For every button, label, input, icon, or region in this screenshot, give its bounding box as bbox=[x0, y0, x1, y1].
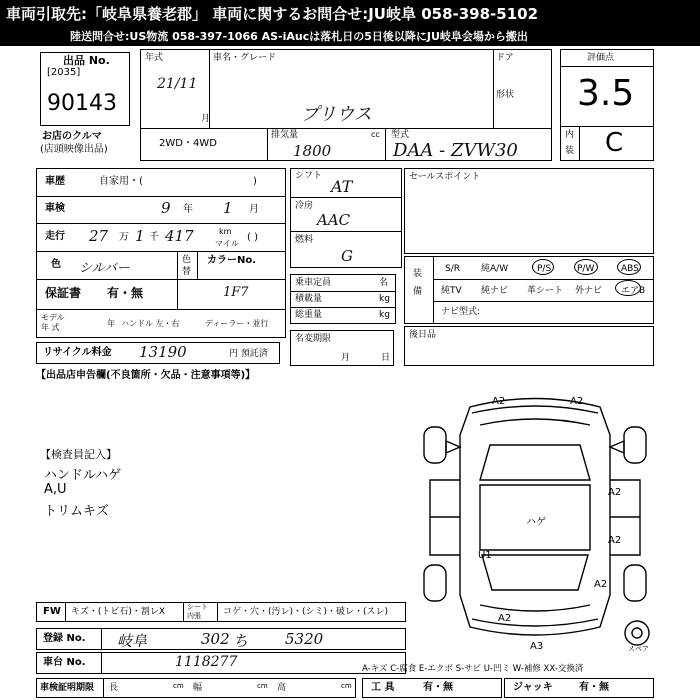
history-value: 自家用・( bbox=[99, 176, 143, 187]
equipment-item-r1-2: P/S bbox=[537, 264, 552, 274]
interior-value: C bbox=[605, 128, 624, 158]
registration-number: 5320 bbox=[285, 630, 324, 648]
recycle-value: 13190 bbox=[139, 343, 187, 361]
shift-label: シフト bbox=[295, 171, 323, 181]
chassis-value: 1118277 bbox=[175, 654, 238, 670]
shape-label: 形状 bbox=[496, 90, 515, 100]
sales-point-label: セールスポイント bbox=[409, 172, 481, 182]
grade-label: 評価点 bbox=[587, 53, 615, 63]
registration-change-box bbox=[290, 330, 394, 366]
store-label-1: お店のクルマ bbox=[42, 131, 102, 142]
registration-kana: ち bbox=[233, 632, 249, 650]
model-year-label-1: モデル bbox=[41, 313, 65, 322]
cert-unit-3: cm bbox=[341, 682, 352, 690]
equipment-item-r2-1: 純ナビ bbox=[481, 286, 509, 296]
lot-box bbox=[40, 52, 130, 126]
sales-point-box bbox=[404, 168, 654, 254]
recycle-unit: 円 預託済 bbox=[229, 349, 268, 359]
tools-box bbox=[362, 678, 502, 698]
year-value: 21/11 bbox=[157, 76, 198, 92]
defects-seat-1: シート bbox=[187, 603, 208, 611]
displacement-value: 1800 bbox=[293, 142, 332, 160]
defects-seat-2: 内張 bbox=[187, 612, 201, 620]
defects-items-2: コゲ・穴・(汚レ)・(シミ)・破レ・(スレ) bbox=[223, 607, 389, 617]
mark-front-right: A2 bbox=[570, 396, 584, 407]
defects-row bbox=[36, 602, 406, 622]
lot-label: 出品 No. bbox=[63, 54, 110, 67]
equipment-label-1: 装 bbox=[413, 269, 423, 279]
mark-rear-left: A2 bbox=[498, 613, 512, 624]
registration-place: 岐阜 bbox=[117, 632, 148, 650]
interior-label-1: 内 bbox=[565, 130, 575, 140]
inspector-line-0: ハンドルハゲ bbox=[44, 468, 122, 483]
model-value: DAA - ZVW30 bbox=[393, 140, 518, 161]
chassis-row bbox=[36, 652, 406, 674]
color-code-label: カラーNo. bbox=[207, 255, 257, 266]
capacity-unit-2: kg bbox=[379, 310, 390, 320]
mileage-paren: ( ) bbox=[247, 232, 258, 243]
vehicle-box bbox=[140, 49, 552, 161]
inspection-year-unit: 年 bbox=[183, 204, 193, 215]
mileage-unit-km: km bbox=[219, 227, 232, 236]
cert-label: 車検証明期限 bbox=[40, 683, 95, 693]
name-value: プリウス bbox=[301, 104, 372, 125]
cert-row bbox=[36, 678, 356, 698]
model-year-label-2: 年 式 bbox=[41, 323, 60, 332]
warranty-label: 保証書 bbox=[45, 286, 82, 300]
color-change-2: 替 bbox=[182, 267, 192, 277]
history-close: ) bbox=[253, 176, 257, 187]
mileage-man: 27 bbox=[89, 227, 109, 245]
equip-circle-abs bbox=[617, 259, 641, 275]
inspection-label: 車検 bbox=[45, 203, 65, 214]
door-label: ドア bbox=[496, 53, 514, 63]
ac-label: 冷房 bbox=[295, 201, 314, 211]
mark-roof: ハゲ bbox=[526, 517, 546, 528]
ac-value: AAC bbox=[317, 211, 351, 229]
color-change-1: 色 bbox=[182, 255, 192, 265]
inspector-line-1: A,U bbox=[44, 482, 67, 497]
equipment-item-r1-1: 純A/W bbox=[481, 264, 509, 274]
mark-left-side: U1 bbox=[478, 550, 492, 561]
lot-number: 90143 bbox=[47, 91, 117, 116]
header-line-1: 車両引取先:「岐阜県養老郡」 車両に関するお問合せ:JU岐阜 058-398-5102 bbox=[0, 0, 700, 28]
history-label: 車歴 bbox=[45, 176, 65, 187]
lot-sub: [2035] bbox=[47, 67, 81, 78]
model-label: 型式 bbox=[391, 130, 410, 140]
cert-high: 高 bbox=[277, 683, 287, 693]
year-label: 年式 bbox=[145, 53, 164, 63]
header-line-2: 陸送問合せ:US物流 058-397-1066 AS-iAucは落札日の5日後以降にJU岐阜会場から搬出 bbox=[0, 28, 700, 46]
info-box bbox=[36, 168, 286, 338]
inspector-line-2: トリムキズ bbox=[44, 504, 109, 519]
mileage-label: 走行 bbox=[45, 231, 65, 242]
equip-circle-pw bbox=[574, 259, 598, 275]
later-note-box bbox=[404, 326, 654, 366]
mileage-sen-unit: 千 bbox=[149, 232, 159, 243]
mileage-unit-mile: マイル bbox=[215, 239, 239, 248]
inspection-month-unit: 月 bbox=[249, 204, 259, 215]
mark-rear-center: A3 bbox=[530, 641, 544, 652]
navi-label: ナビ型式: bbox=[441, 307, 481, 317]
inspector-title: 【検査員記入】 bbox=[40, 448, 117, 461]
cert-unit-2: cm bbox=[257, 682, 268, 690]
mileage-sen: 1 bbox=[135, 227, 145, 245]
store-label-2: (店頭映像出品) bbox=[40, 144, 108, 155]
equipment-label-2: 備 bbox=[413, 287, 423, 297]
grade-score: 3.5 bbox=[577, 73, 635, 114]
jack-label: ジャッキ bbox=[513, 682, 553, 693]
interior-label-2: 装 bbox=[565, 146, 575, 156]
cert-long: 長 bbox=[109, 683, 119, 693]
registration-change-suffix: 日 bbox=[381, 353, 391, 363]
shift-box bbox=[290, 168, 402, 268]
cert-unit-1: cm bbox=[173, 682, 184, 690]
equip-circle-airbag bbox=[615, 280, 641, 296]
registration-class: 302 bbox=[201, 630, 230, 648]
warranty-value: 有・無 bbox=[107, 286, 144, 300]
recycle-label: リサイクル料金 bbox=[43, 347, 112, 358]
equipment-item-r1-4: ABS bbox=[621, 264, 639, 274]
capacity-label-2: 総重量 bbox=[295, 310, 323, 320]
color-code-value: 1F7 bbox=[223, 285, 249, 300]
equipment-item-r2-0: 純TV bbox=[441, 286, 462, 296]
cert-wide: 幅 bbox=[193, 683, 203, 693]
equipment-item-r1-3: P/W bbox=[577, 264, 595, 274]
chassis-label: 車台 No. bbox=[43, 657, 86, 668]
inspection-month: 1 bbox=[223, 199, 233, 217]
mark-front-left: A2 bbox=[492, 396, 506, 407]
dealer-label: ディーラー・並行 bbox=[205, 319, 269, 328]
equip-circle-ps bbox=[532, 259, 554, 275]
color-value: シルバー bbox=[79, 261, 130, 276]
shift-value: AT bbox=[331, 177, 353, 196]
mileage-rest: 417 bbox=[165, 227, 194, 245]
mark-right-front-door: A2 bbox=[608, 487, 622, 498]
registration-row bbox=[36, 628, 406, 650]
legend: A-キズ C-腐食 E-エクボ S-サビ U-凹ミ W-補修 XX-交換済 bbox=[362, 664, 584, 674]
model-year-unit: 年 bbox=[107, 319, 115, 328]
mark-right-rear-door: A2 bbox=[608, 535, 622, 546]
capacity-unit-0: 名 bbox=[379, 278, 389, 288]
registration-change-label: 名変期限 bbox=[295, 334, 332, 344]
later-note-label: 後日品 bbox=[409, 330, 437, 340]
equipment-item-r2-3: 外ナビ bbox=[575, 286, 603, 296]
registration-change-unit: 月 bbox=[341, 353, 351, 363]
spare-label: スペア bbox=[628, 645, 649, 653]
mark-right-rear: A2 bbox=[594, 579, 608, 590]
tools-value: 有・無 bbox=[423, 682, 453, 693]
capacity-label-1: 積載量 bbox=[295, 294, 323, 304]
jack-value: 有・無 bbox=[579, 682, 609, 693]
displacement-label: 排気量 bbox=[271, 130, 299, 140]
fuel-value: G bbox=[341, 247, 353, 265]
drive-label: 2WD・4WD bbox=[159, 138, 217, 149]
equipment-item-r1-0: S/R bbox=[445, 264, 460, 274]
defects-fw: FW bbox=[43, 606, 61, 617]
tools-label: 工 具 bbox=[371, 682, 395, 693]
color-label: 色 bbox=[51, 259, 61, 270]
registration-label: 登録 No. bbox=[43, 633, 86, 644]
fuel-label: 燃料 bbox=[295, 235, 314, 245]
defects-items: キズ・(トビ石)・割レX bbox=[71, 607, 166, 617]
name-label: 車名・グレード bbox=[213, 53, 277, 63]
recycle-box bbox=[36, 342, 280, 364]
displacement-unit: cc bbox=[371, 130, 380, 139]
mileage-man-unit: 万 bbox=[119, 232, 129, 243]
equipment-item-r2-4: エアB bbox=[621, 286, 646, 296]
handle-label: ハンドル 左・右 bbox=[121, 319, 180, 328]
equipment-item-r2-2: 革シート bbox=[527, 286, 564, 296]
capacity-unit-1: kg bbox=[379, 294, 390, 304]
grade-box bbox=[560, 49, 654, 161]
notes-header: 【出品店申告欄(不良箇所・欠品・注意事項等)】 bbox=[36, 370, 256, 381]
capacity-box bbox=[290, 274, 396, 324]
jack-box bbox=[504, 678, 654, 698]
capacity-label-0: 乗車定員 bbox=[295, 278, 332, 288]
inspection-year: 9 bbox=[161, 199, 171, 217]
year-suffix: 月 bbox=[201, 114, 211, 124]
car-damage-diagram bbox=[410, 385, 660, 655]
